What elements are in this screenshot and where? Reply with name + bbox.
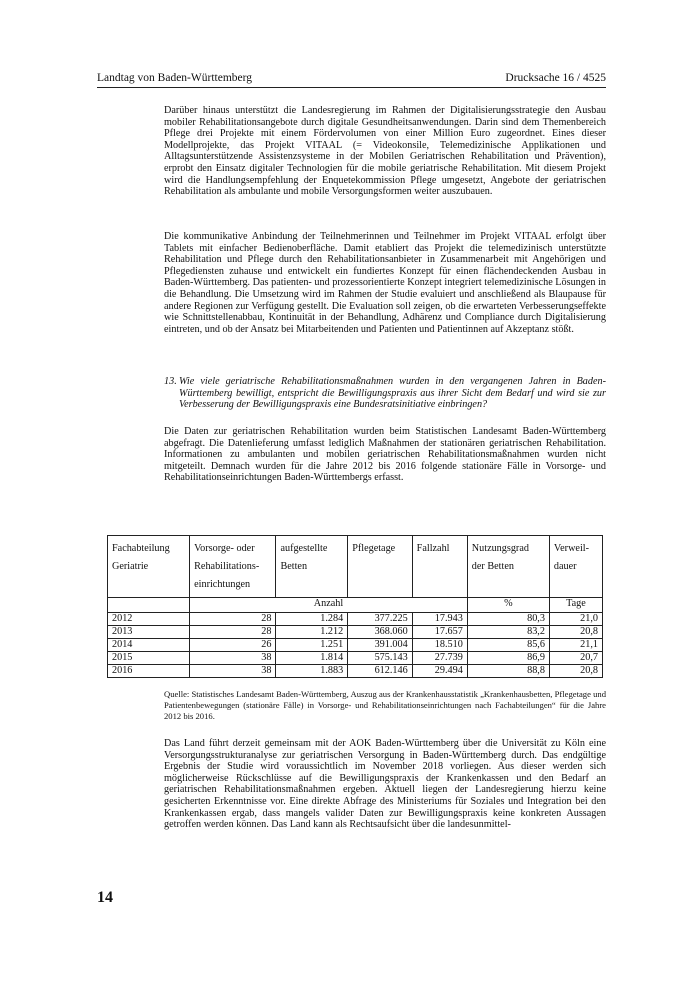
table-cell: 88,8 (467, 665, 549, 678)
table-cell: 21,0 (549, 613, 602, 626)
question-text: Wie viele geriatrische Rehabilitationsmaßnahmen wurden in den vergangenen Jahren in Baden-Württemberg bewilligt, entspricht die Bewilligungspraxis aus ihrer Sicht dem Bedarf und wird sie zur Verbesserung der Bewilligungspraxis eine Bundesratsinitiative einbringen? (179, 376, 606, 411)
table-source-note: Quelle: Statistisches Landesamt Baden-Württemberg, Auszug aus der Krankenhausstatistik „Krankenhausbetten, Pflegetage und Patientenbewegungen (stationäre Fälle) in Vorsorge- und Rehabilitationseinrichtungen nach Fachabteilungen“ für die Jahre 2012 bis 2016. (164, 689, 606, 721)
year-cell: 2013 (108, 626, 190, 639)
rehabilitation-table (107, 535, 603, 678)
header-cell: Nutzungsgrad der Betten (467, 536, 549, 598)
table-cell: 17.943 (412, 613, 467, 626)
question-number: 13. (164, 376, 177, 387)
page-header (97, 71, 606, 88)
header-cell: aufgestellte Betten (276, 536, 348, 598)
paragraph-versorgungsstruktur (164, 738, 606, 831)
table-cell: 38 (190, 665, 276, 678)
table-cell: 368.060 (348, 626, 412, 639)
table-cell: 38 (190, 652, 276, 665)
table-header-row (108, 536, 603, 598)
table-cell: 20,7 (549, 652, 602, 665)
paragraph-text: Die kommunikative Anbindung der Teilnehmerinnen und Teilnehmer im Projekt VITAAL erfolgt über Tablets mit einfacher Bedienoberfläche. Damit etabliert das Projekt die telemedizinisch unterstützte Rehabilitation und Pflege durch den Rehabilitationsanbieter in Zusammenarbeit mit Angehörigen und Pflegediensten zuhause und entwickelt ein fundiertes Konzept für einen flächendeckenden Ausbau in Baden-Württemberg. Das patienten- und prozessorientierte Konzept integriert telemedizinische Lösungen in die Behandlung. Die Umsetzung wird im Rahmen der Studie evaluiert und anschließend als Blaupause für andere Regionen zur Verfügung gestellt. Die Evaluation soll zeigen, ob die erwarteten Verbesserungseffekte wie Schnittstellenabbau, Kontinuität in der Behandlung, Adhärenz und Compliance durch Digitalisierung eintreten, und ob der Ansatz bei Mitarbeitenden und Patienten und Patientinnen auf Akzeptanz stößt. (164, 231, 606, 335)
year-cell: 2014 (108, 639, 190, 652)
table-cell: 1.883 (276, 665, 348, 678)
table-unit-row (108, 598, 603, 613)
paragraph-text: Die Daten zur geriatrischen Rehabilitation wurden beim Statistischen Landesamt Baden-Württemberg abgefragt. Die Datenlieferung umfasst lediglich Maßnahmen der stationären geriatrischen Rehabilitation. Informationen zu ambulanten und mobilen geriatrischen Rehabilitationsmaßnahmen wurden nicht mitgeteilt. Demnach wurden für die Jahre 2012 bis 2016 folgende stationäre Fälle in Vorsorge- und Rehabilitationseinrichtungen Baden-Württembergs erfasst. (164, 426, 606, 484)
table-cell: 1.284 (276, 613, 348, 626)
unit-anzahl: Anzahl (190, 598, 468, 613)
year-cell: 2015 (108, 652, 190, 665)
table-row (108, 613, 603, 626)
table-row (108, 639, 603, 652)
table-cell: 1.212 (276, 626, 348, 639)
page-number: 14 (97, 889, 113, 906)
unit-tage: Tage (549, 598, 602, 613)
unit-cell-empty (108, 598, 190, 613)
header-right: Drucksache 16 / 4525 (505, 72, 606, 84)
question-13 (164, 376, 606, 411)
header-cell: Fachabteilung Geriatrie (108, 536, 190, 598)
paragraph-text: Darüber hinaus unterstützt die Landesregierung im Rahmen der Digitalisierungsstrategie den Ausbau mobiler Rehabilitationsangebote durch digitale Gesundheitsanwendungen. Darin sind dem Themenbereich Pflege drei Projekte mit einem Fördervolumen von einer Million Euro zugeordnet. Eines dieser Modellprojekte, das Projekt VITAAL (= Videokonsile, Telemedizinische Applikationen und Alltagsunterstützende Assistenzsysteme in der Mobilen Geriatrischen Rehabilitation und Prävention), erprobt den Einsatz digitaler Technologien für die mobile geriatrische Rehabilitation. Mit diesem Projekt wird die Handlungsempfehlung der Enquetekommission Pflege umgesetzt, Angebote der geriatrischen Rehabilitation als ambulante und mobile Versorgungsformen weiter auszubauen. (164, 105, 606, 198)
paragraph-daten (164, 426, 606, 484)
header-cell: Pflegetage (348, 536, 412, 598)
table-cell: 29.494 (412, 665, 467, 678)
year-cell: 2012 (108, 613, 190, 626)
paragraph-vitaal (164, 231, 606, 335)
table-cell: 21,1 (549, 639, 602, 652)
table-cell: 377.225 (348, 613, 412, 626)
table-cell: 1.814 (276, 652, 348, 665)
table-cell: 80,3 (467, 613, 549, 626)
table-cell: 83,2 (467, 626, 549, 639)
table-row (108, 626, 603, 639)
header-cell: Vorsorge- oder Rehabilitations- einrichtungen (190, 536, 276, 598)
table-cell: 18.510 (412, 639, 467, 652)
table-cell: 85,6 (467, 639, 549, 652)
table-cell: 612.146 (348, 665, 412, 678)
table-cell: 17.657 (412, 626, 467, 639)
table-row (108, 652, 603, 665)
table-cell: 26 (190, 639, 276, 652)
header-left: Landtag von Baden-Württemberg (97, 72, 252, 84)
table-cell: 20,8 (549, 626, 602, 639)
table-cell: 28 (190, 626, 276, 639)
paragraph-digitalisierung (164, 105, 606, 198)
table-row (108, 665, 603, 678)
paragraph-text: Das Land führt derzeit gemeinsam mit der AOK Baden-Württemberg über die Universität zu Köln eine Versorgungsstrukturanalyse zur geriatrischen Versorgung in Baden-Württemberg durch. Das endgültige Ergebnis der Studie wird voraussichtlich im November 2018 vorliegen. Aus dieser werden sich möglicherweise Rückschlüsse auf die Bewilligungspraxis der Krankenkassen und den Bedarf an geriatrischen Rehabilitationsmaßnahmen ergeben. Aktuell liegen der Landesregierung hierzu keine gesicherten Erkenntnisse vor. Eine direkte Abfrage des Ministeriums für Soziales und Integration bei den Krankenkassen ergab, dass mangels valider Daten zur Bewilligungspraxis keine konkreten Aussagen getroffen werden können. Das Land kann als Rechtsaufsicht über die landesunmittel- (164, 738, 606, 831)
table-cell: 86,9 (467, 652, 549, 665)
header-cell: Verweil- dauer (549, 536, 602, 598)
table-cell: 575.143 (348, 652, 412, 665)
table-cell: 1.251 (276, 639, 348, 652)
table-cell: 20,8 (549, 665, 602, 678)
table-cell: 391.004 (348, 639, 412, 652)
year-cell: 2016 (108, 665, 190, 678)
unit-percent: % (467, 598, 549, 613)
table-cell: 27.739 (412, 652, 467, 665)
table-cell: 28 (190, 613, 276, 626)
header-cell: Fallzahl (412, 536, 467, 598)
